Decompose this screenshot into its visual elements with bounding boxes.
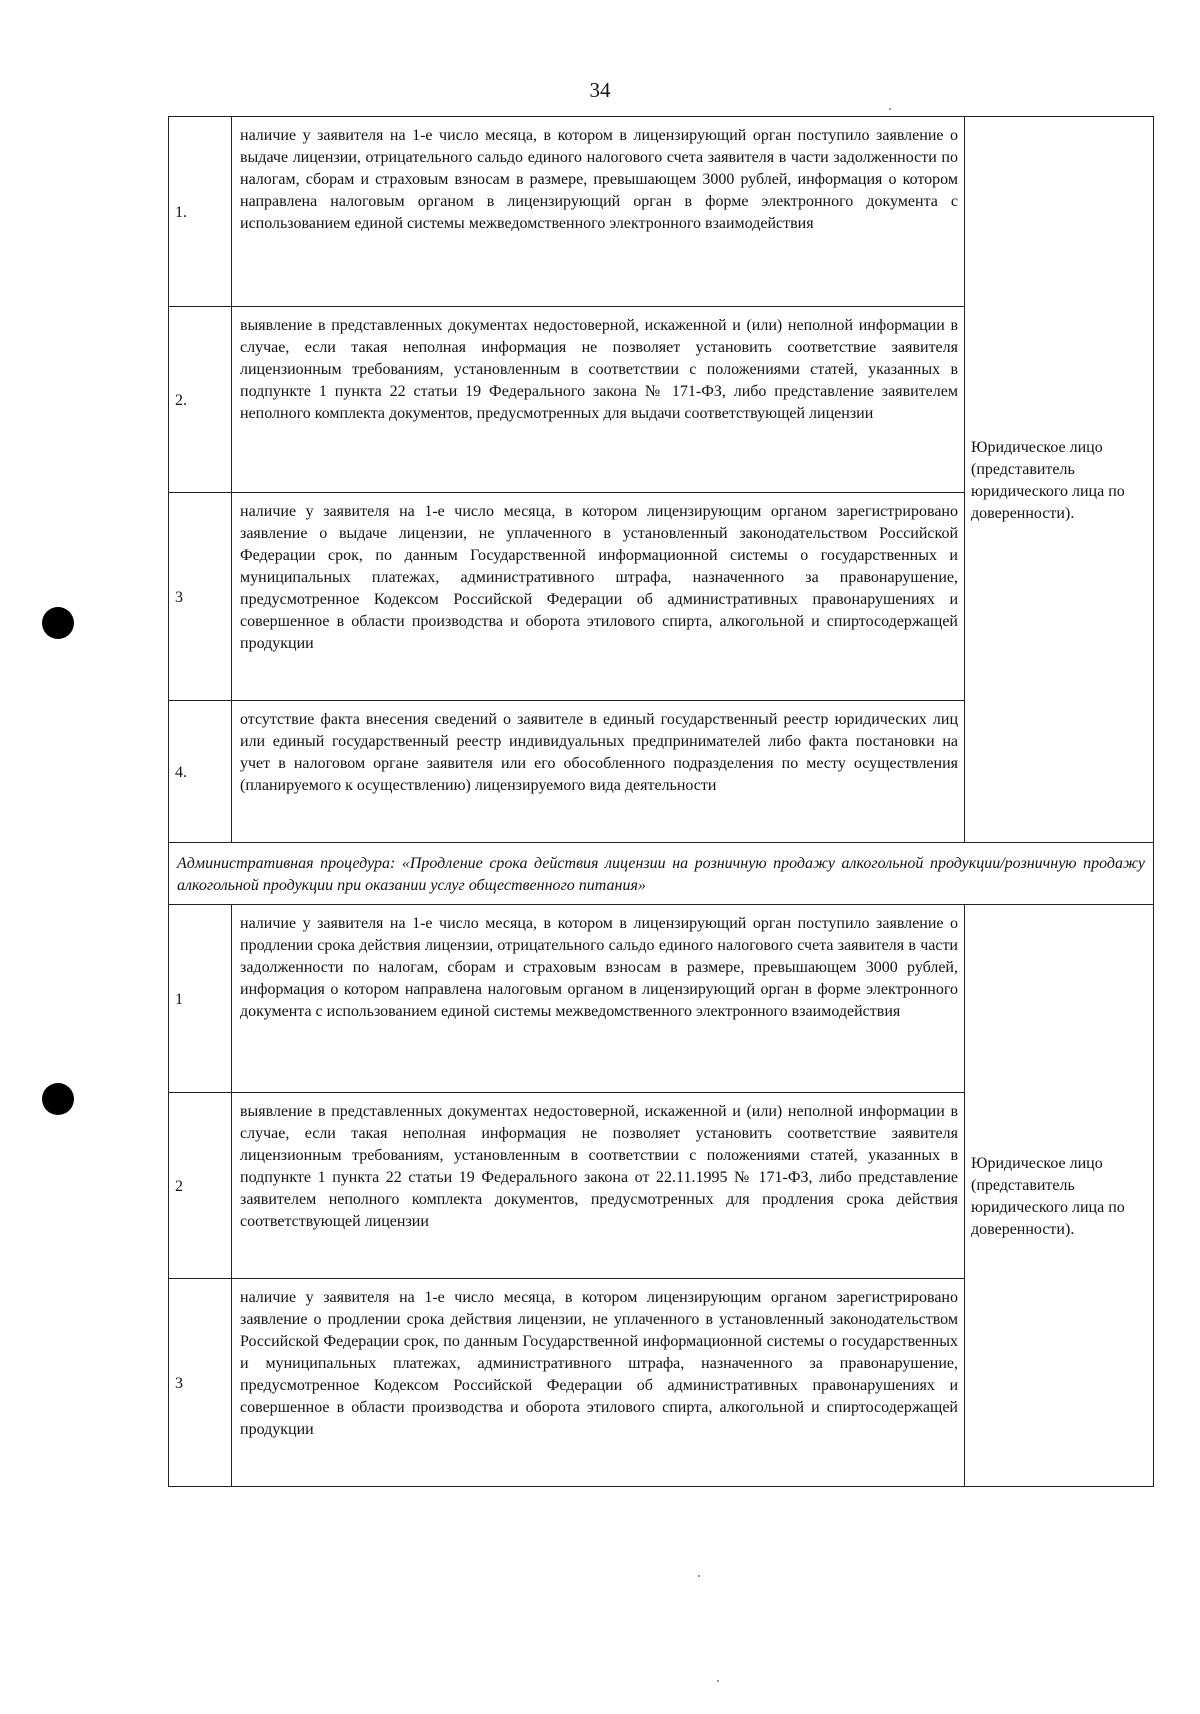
binder-hole-mark (42, 1083, 74, 1115)
applicant-subject: Юридическое лицо (представитель юридического лица по доверенности). (965, 905, 1154, 1487)
scan-speck (717, 1680, 719, 1682)
row-number: 1 (169, 905, 232, 1093)
table-row (169, 905, 1154, 1093)
scan-speck (698, 1575, 700, 1577)
row-number: 1. (169, 117, 232, 307)
applicant-subject: Юридическое лицо (представитель юридического лица по доверенности). (965, 117, 1154, 843)
row-text: отсутствие факта внесения сведений о заявителе в единый государственный реестр юридических лиц или единый государственный реестр индивидуальных предпринимателей либо факта постановки на учет в налоговом органе заявителя или его обособленного подразделения по месту осуществления (планируемого к осуществлению) лицензируемого вида деятельности (232, 701, 965, 843)
row-text: наличие у заявителя на 1-е число месяца, в котором в лицензирующий орган поступило заявление о выдаче лицензии, отрицательного сальдо единого налогового счета заявителя в части задолженности по налогам, сборам и страховым взносам в размере, превышающем 3000 рублей, информация о котором направлена налоговым органом в лицензирующий орган в форме электронного документа с использованием единой системы межведомственного электронного взаимодействия (232, 117, 965, 307)
row-number: 3 (169, 493, 232, 701)
row-number: 4. (169, 701, 232, 843)
grounds-for-refusal-table (168, 116, 1154, 1487)
row-number: 3 (169, 1279, 232, 1487)
binder-hole-mark (42, 607, 74, 639)
procedure-header-row (169, 843, 1154, 905)
table-row (169, 117, 1154, 307)
row-text: наличие у заявителя на 1-е число месяца, в котором в лицензирующий орган поступило заявление о продлении срока действия лицензии, отрицательного сальдо единого налогового счета заявителя в части задолженности по налогам, сборам и страховым взносам в размере, превышающем 3000 рублей, информация о котором направлена налоговым органом в лицензирующий орган в форме электронного документа с использованием единой системы межведомственного электронного взаимодействия (232, 905, 965, 1093)
page-number: 34 (589, 78, 611, 102)
row-number: 2 (169, 1093, 232, 1279)
row-number: 2. (169, 307, 232, 493)
procedure-title: Административная процедура: «Продление срока действия лицензии на розничную продажу алкогольной продукции/розничную продажу алкогольной продукции при оказании услуг общественного питания» (169, 843, 1154, 905)
row-text: выявление в представленных документах недостоверной, искаженной и (или) неполной информации в случае, если такая неполная информация не позволяет установить соответствие заявителя лицензионным требованиям, установленным в соответствии с положениями статей, указанных в подпункте 1 пункта 22 статьи 19 Федерального закона № 171-ФЗ, либо представление заявителем неполного комплекта документов, предусмотренных для выдачи соответствующей лицензии (232, 307, 965, 493)
row-text: наличие у заявителя на 1-е число месяца, в котором лицензирующим органом зарегистрировано заявление о выдаче лицензии, не уплаченного в установленный законодательством Российской Федерации срок, по данным Государственной информационной системы о государственных и муниципальных платежах, административного штрафа, назначенного за правонарушение, предусмотренное Кодексом Российской Федерации об административных правонарушениях и совершенное в области производства и оборота этилового спирта, алкогольной и спиртосодержащей продукции (232, 493, 965, 701)
row-text: наличие у заявителя на 1-е число месяца, в котором лицензирующим органом зарегистрировано заявление о продлении срока действия лицензии, не уплаченного в установленный законодательством Российской Федерации срок, по данным Государственной информационной системы о государственных и муниципальных платежах, административного штрафа, назначенного за правонарушение, предусмотренное Кодексом Российской Федерации об административных правонарушениях и совершенное в области производства и оборота этилового спирта, алкогольной и спиртосодержащей продукции (232, 1279, 965, 1487)
scan-speck (889, 108, 891, 110)
row-text: выявление в представленных документах недостоверной, искаженной и (или) неполной информации в случае, если такая неполная информация не позволяет установить соответствие заявителя лицензионным требованиям, установленным в соответствии с положениями статей, указанных в подпункте 1 пункта 22 статьи 19 Федерального закона от 22.11.1995 № 171-ФЗ, либо представление заявителем неполного комплекта документов, предусмотренных для продления срока действия соответствующей лицензии (232, 1093, 965, 1279)
